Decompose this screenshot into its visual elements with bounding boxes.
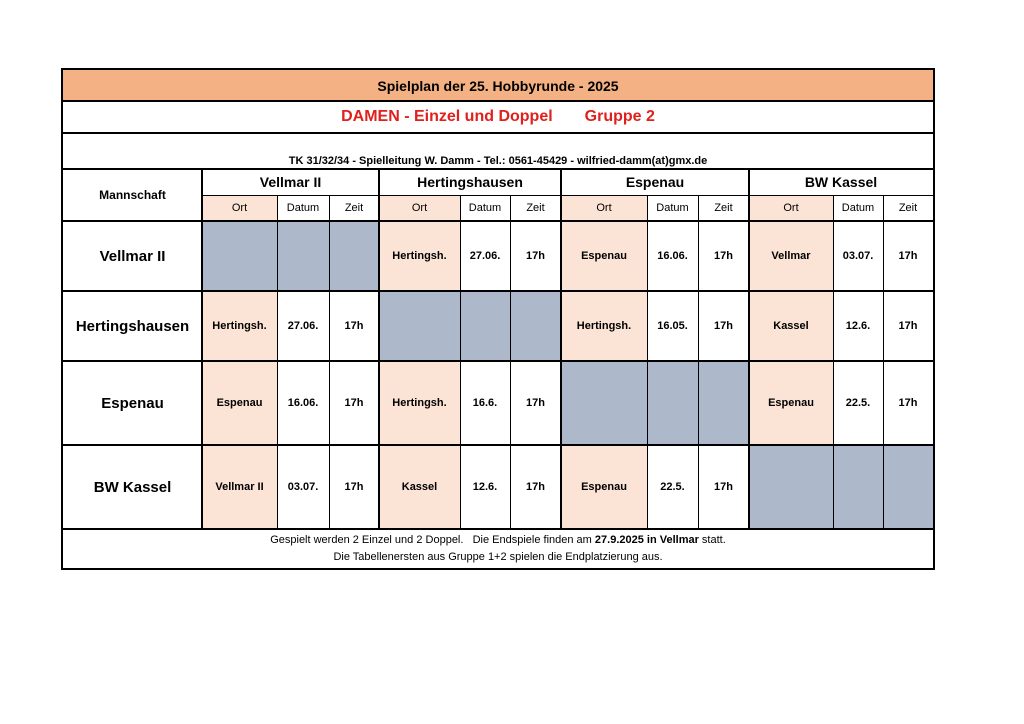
match-date: 16.6. (472, 397, 498, 409)
match-time: 17h (714, 250, 733, 262)
self-match-blank (202, 221, 379, 291)
match-date: 03.07. (287, 481, 319, 493)
subheader-datum: Datum (468, 202, 502, 214)
contact-info: TK 31/32/34 - Spielleitung W. Damm - Tel.: 0561-45429 - wilfried-damm(at)gmx.de (288, 155, 708, 167)
grid-line (698, 195, 699, 529)
grid-line (202, 195, 933, 196)
match-date: 27.06. (287, 320, 319, 332)
grid-line (329, 195, 330, 529)
match-time: 17h (898, 320, 918, 332)
subheader-ort: Ort (379, 195, 460, 221)
match-date: 27.06. (469, 250, 501, 262)
grid-line (647, 195, 648, 529)
match-time: 17h (526, 397, 545, 409)
subheader-zeit: Zeit (344, 202, 364, 214)
division-name: DAMEN - Einzel und Doppel (341, 108, 553, 125)
footer-text: Gespielt werden 2 Einzel und 2 Doppel. Die Endspiele finden am (270, 534, 595, 546)
grid-line (63, 100, 933, 102)
self-match-blank (749, 445, 933, 529)
footer-line-1 (270, 534, 726, 546)
schedule-sheet (61, 68, 935, 570)
grid-line (748, 169, 750, 529)
grid-line (378, 169, 380, 529)
row-team-label: Hertingshausen (75, 317, 190, 335)
column-team-2: Hertingshausen (417, 174, 523, 190)
row-team-label: Vellmar II (99, 247, 166, 265)
match-date: 12.6. (472, 481, 498, 493)
match-time: 17h (526, 481, 545, 493)
match-date: 16.06. (287, 397, 319, 409)
match-time: 17h (714, 320, 733, 332)
grid-line (833, 195, 834, 529)
match-venue: Hertingsh. (561, 291, 647, 361)
match-time: 17h (526, 250, 545, 262)
match-time: 17h (898, 250, 918, 262)
grid-line (63, 168, 933, 170)
final-date-venue: 27.9.2025 in Vellmar (594, 534, 699, 546)
match-venue: Vellmar II (202, 445, 277, 529)
match-time: 17h (344, 320, 364, 332)
match-date: 03.07. (842, 250, 874, 262)
subheader-zeit: Zeit (714, 202, 733, 214)
footer-notes (63, 529, 933, 568)
match-time: 17h (344, 397, 364, 409)
match-date: 16.05. (657, 320, 688, 332)
self-match-blank (379, 291, 561, 361)
subheader-datum: Datum (286, 202, 320, 214)
grid-line (63, 132, 933, 134)
mannschaft-header: Mannschaft (99, 188, 166, 202)
grid-line (277, 195, 278, 529)
grid-line (63, 528, 933, 530)
division-subtitle (63, 101, 933, 133)
subheader-datum: Datum (656, 202, 689, 214)
row-team-label: Espenau (101, 394, 164, 412)
subheader-zeit: Zeit (526, 202, 545, 214)
match-venue: Hertingsh. (379, 221, 460, 291)
grid-line (63, 444, 933, 446)
grid-line (883, 195, 884, 529)
column-team-4: BW Kassel (804, 174, 878, 190)
self-match-blank (561, 361, 749, 445)
match-venue: Espenau (561, 445, 647, 529)
group-name: Gruppe 2 (584, 108, 655, 125)
match-time: 17h (714, 481, 733, 493)
grid-line (63, 360, 933, 362)
match-venue: Espenau (749, 361, 833, 445)
grid-line (201, 169, 203, 529)
subheader-zeit: Zeit (898, 202, 918, 214)
row-team-label: BW Kassel (93, 478, 172, 496)
subheader-ort: Ort (749, 195, 833, 221)
grid-line (560, 169, 562, 529)
match-date: 12.6. (845, 320, 871, 332)
match-venue: Espenau (561, 221, 647, 291)
subheader-datum: Datum (841, 202, 875, 214)
match-date: 22.5. (845, 397, 871, 409)
match-time: 17h (898, 397, 918, 409)
grid-line (460, 195, 461, 529)
match-venue: Kassel (749, 291, 833, 361)
match-time: 17h (344, 481, 364, 493)
match-venue: Hertingsh. (379, 361, 460, 445)
match-venue: Hertingsh. (202, 291, 277, 361)
column-team-3: Espenau (625, 174, 685, 190)
match-date: 16.06. (657, 250, 688, 262)
footer-line-2: Die Tabellenersten aus Gruppe 1+2 spielen die Endplatzierung aus. (333, 551, 663, 563)
grid-line (63, 220, 933, 222)
match-venue: Kassel (379, 445, 460, 529)
column-team-1: Vellmar II (259, 174, 322, 190)
match-date: 22.5. (660, 481, 685, 493)
schedule-title: Spielplan der 25. Hobbyrunde - 2025 (63, 70, 933, 101)
match-venue: Espenau (202, 361, 277, 445)
grid-line (63, 290, 933, 292)
grid-line (510, 195, 511, 529)
subheader-ort: Ort (561, 195, 647, 221)
subheader-ort: Ort (202, 195, 277, 221)
footer-text: statt. (698, 534, 726, 546)
match-venue: Vellmar (749, 221, 833, 291)
